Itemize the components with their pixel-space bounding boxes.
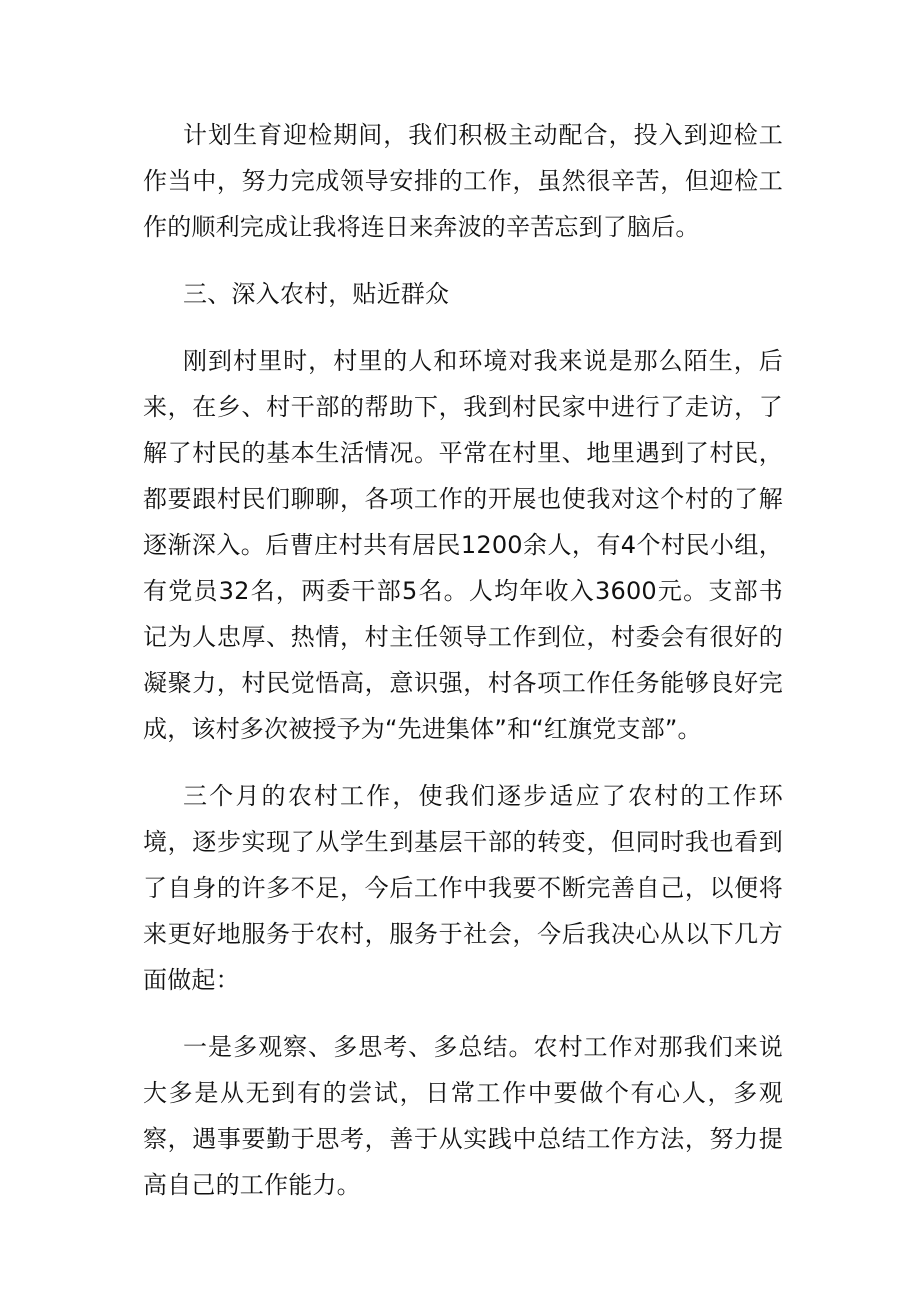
paragraph-family-planning-inspection: 计划生育迎检期间，我们积极主动配合，投入到迎检工作当中，努力完成领导安排的工作，虽然很辛苦，但迎检工作的顺利完成让我将连日来奔波的辛苦忘到了脑后。 — [143, 121, 783, 241]
paragraph-observe-think-summarize: 一是多观察、多思考、多总结。农村工作对那我们来说大多是从无到有的尝试，日常工作中要做个有心人，多观察，遇事要勤于思考，善于从实践中总结工作方法，努力提高自己的工作能力。 — [143, 1033, 783, 1199]
paragraph-village-visit: 刚到村里时，村里的人和环境对我来说是那么陌生，后来，在乡、村干部的帮助下，我到村民家中进行了走访，了解了村民的基本生活情况。平常在村里、地里遇到了村民，都要跟村民们聊聊，各项工作的开展也使我对这个村的了解逐渐深入。后曹庄村共有居民1200余人，有4个村民小组，有党员32名，两委干部5名。人均年收入3600元。支部书记为人忠厚、热情，村主任领导工作到位，村委会有很好的凝聚力，村民觉悟高，意识强，村各项工作任务能够良好完成，该村多次被授予为“先进集体”和“红旗党支部”。 — [143, 347, 783, 743]
paragraph-three-months-work: 三个月的农村工作，使我们逐步适应了农村的工作环境，逐步实现了从学生到基层干部的转变，但同时我也看到了自身的许多不足，今后工作中我要不断完善自己，以便将来更好地服务于农村，服务于社会，今后我决心从以下几方面做起： — [143, 782, 783, 994]
section-heading-3: 三、深入农村，贴近群众 — [183, 280, 450, 308]
document-body — [143, 112, 783, 1229]
